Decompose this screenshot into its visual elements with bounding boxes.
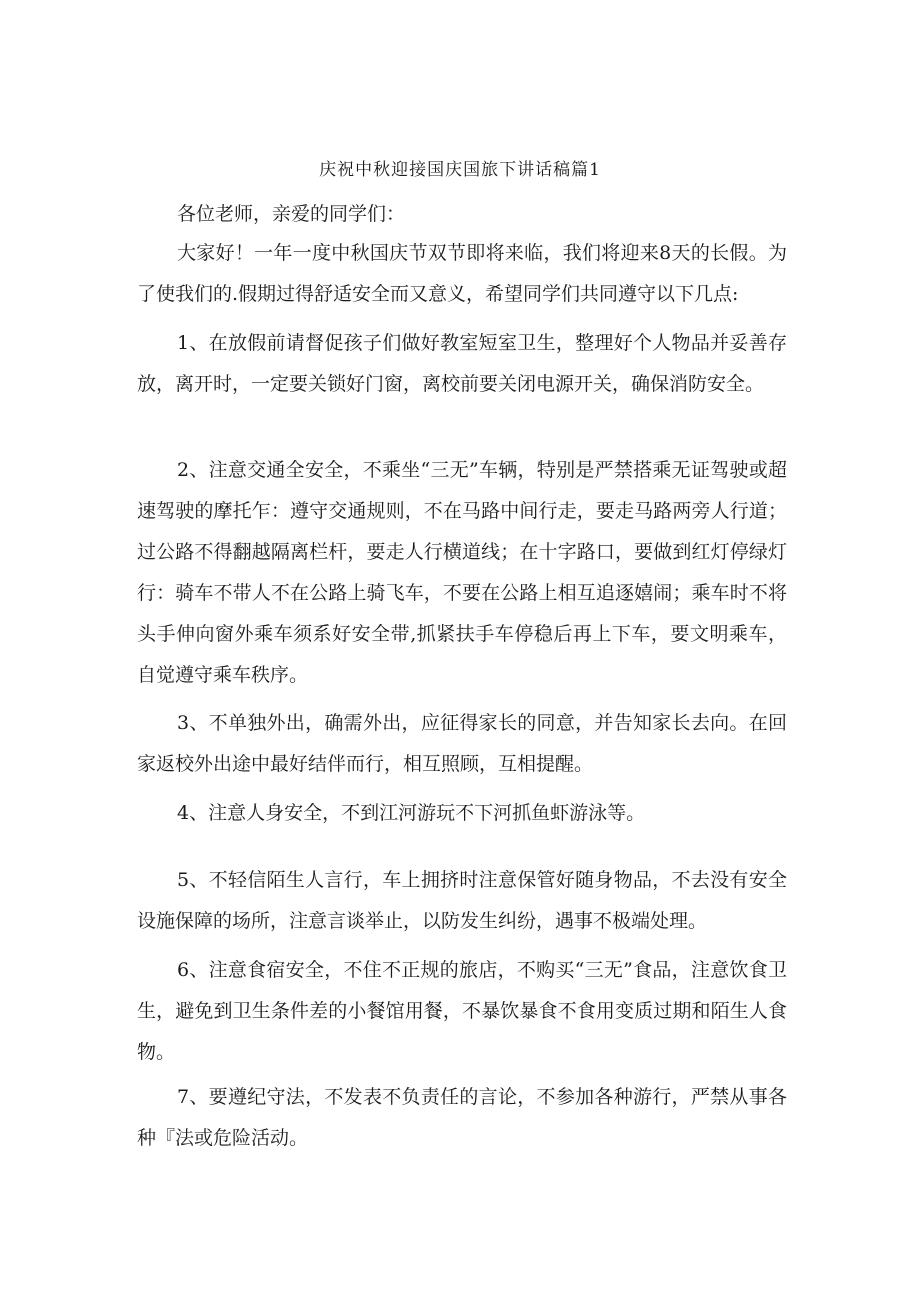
paragraph-item-2: 2、注意交通全安全，不乘坐“三无”车辆，特别是严禁搭乘无证驾驶或超速驾驶的摩托乍：遵守交通规则，不在马路中间行走，要走马路两旁人行道；过公路不得翻越隔离栏杆，要走人行横道线；在十字路口，要做到红灯停绿灯行：骑车不带人不在公路上骑飞车，不要在公路上相互追逐嬉闹；乘车时不将头手伸向窗外乘车须系好安全带,抓紧扶手车停稳后再上下车，要文明乘车，自觉遵守乘车秩序。 bbox=[137, 459, 787, 686]
paragraph-item-7: 7、要遵纪守法，不发表不负责任的言论，不参加各种游行，严禁从事各种『法或危险活动。 bbox=[137, 1086, 787, 1149]
document-title: 庆祝中秋迎接国庆国旅下讲话稿篇1 bbox=[319, 160, 601, 180]
paragraph-item-6: 6、注意食宿安全，不住不正规的旅店，不购买“三无”食品，注意饮食卫生，避免到卫生条件差的小餐馆用餐，不暴饮暴食不食用变质过期和陌生人食物。 bbox=[137, 959, 787, 1063]
paragraph-item-5: 5、不轻信陌生人言行，车上拥挤时注意保管好随身物品，不去没有安全设施保障的场所，注意言谈举止，以防发生纠纷，遇事不极端处理。 bbox=[137, 869, 787, 932]
greeting: 各位老师，亲爱的同学们： bbox=[177, 203, 406, 225]
paragraph-intro: 大家好！一年一度中秋国庆节双节即将来临，我们将迎来8天的长假。为了使我们的.假期过得舒适安全而又意义，希望同学们共同遵守以下几点: bbox=[137, 242, 787, 305]
paragraph-item-4: 4、注意人身安全，不到江河游玩不下河抓鱼虾游泳等。 bbox=[177, 802, 646, 824]
paragraph-item-1: 1、在放假前请督促孩子们做好教室短室卫生，整理好个人物品并妥善存放，离开时，一定要关锁好门窗，离校前要关闭电源开关，确保消防安全。 bbox=[137, 332, 787, 395]
paragraph-item-3: 3、不单独外出，确需外出，应征得家长的同意，并告知家长去向。在回家返校外出途中最好结伴而行，相互照顾，互相提醒。 bbox=[137, 712, 787, 775]
